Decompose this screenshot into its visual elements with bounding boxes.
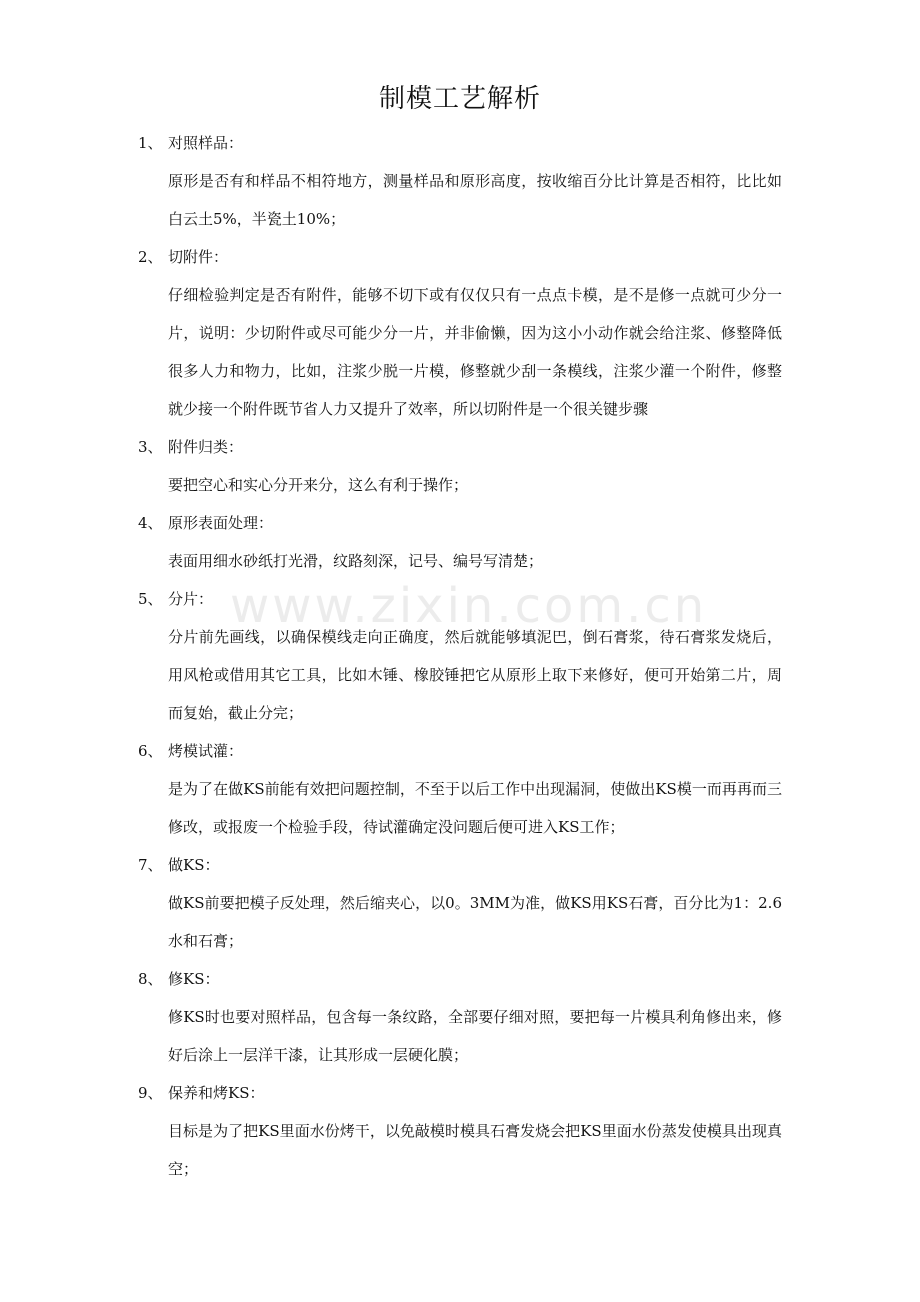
- section-4: [138, 504, 788, 580]
- section-heading: [138, 580, 788, 618]
- section-number: 9、: [138, 1084, 163, 1102]
- section-7: [138, 846, 788, 960]
- section-3: [138, 428, 788, 504]
- section-heading: [138, 428, 788, 466]
- section-1: [138, 124, 788, 238]
- section-6: [138, 732, 788, 846]
- section-2: [138, 238, 788, 428]
- section-number: 5、: [138, 590, 163, 608]
- section-paragraph: 是为了在做KS前能有效把问题控制，不至于以后工作中出现漏洞，使做出KS模一而再再而三修改，或报废一个检验手段，待试灌确定没问题后便可进入KS工作；: [168, 780, 782, 836]
- section-heading-text: 修KS：: [168, 970, 220, 988]
- section-heading: [138, 960, 788, 998]
- section-heading: [138, 732, 788, 770]
- section-paragraph: 原形是否有和样品不相符地方，测量样品和原形高度，按收缩百分比计算是否相符，比比如白云土5%，半瓷土10%；: [168, 172, 782, 228]
- section-number: 8、: [138, 970, 163, 988]
- section-heading: [138, 504, 788, 542]
- section-8: [138, 960, 788, 1074]
- section-heading-text: 对照样品：: [168, 134, 244, 152]
- section-heading-text: 烤模试灌：: [168, 742, 244, 760]
- section-heading-text: 原形表面处理：: [168, 514, 274, 532]
- document-title: 制模工艺解析: [378, 84, 541, 114]
- section-heading-text: 做KS：: [168, 856, 220, 874]
- section-heading: [138, 846, 788, 884]
- section-number: 7、: [138, 856, 163, 874]
- section-heading: [138, 124, 788, 162]
- section-heading: [138, 1074, 788, 1112]
- section-paragraph: 仔细检验判定是否有附件，能够不切下或有仅仅只有一点点卡模，是不是修一点就可少分一片，说明：少切附件或尽可能少分一片，并非偷懒，因为这小小动作就会给注浆、修整降低很多人力和物力，比如，注浆少脱一片模，修整就少刮一条模线，注浆少灌一个附件，修整就少接一个附件既节省人力又提升了效率，所以切附件是一个很关键步骤: [168, 286, 782, 418]
- section-number: 4、: [138, 514, 163, 532]
- section-9: [138, 1074, 788, 1188]
- section-number: 2、: [138, 248, 163, 266]
- section-heading: [138, 238, 788, 276]
- document-body: [138, 124, 788, 1188]
- section-paragraph: 做KS前要把模子反处理，然后缩夹心，以0。3MM为准，做KS用KS石膏，百分比为1：2.6水和石膏；: [168, 894, 782, 950]
- section-number: 6、: [138, 742, 163, 760]
- section-number: 3、: [138, 438, 163, 456]
- watermark: www.zixin.com.cn: [230, 578, 708, 634]
- section-heading-text: 附件归类：: [168, 438, 244, 456]
- section-paragraph: 表面用细水砂纸打光滑，纹路刻深，记号、编号写清楚；: [168, 552, 544, 570]
- section-paragraph: 要把空心和实心分开来分，这么有利于操作；: [168, 476, 469, 494]
- section-paragraph: 修KS时也要对照样品，包含每一条纹路，全部要仔细对照，要把每一片模具利角修出来，修好后涂上一层洋干漆，让其形成一层硬化膜；: [168, 1008, 782, 1064]
- section-paragraph: 分片前先画线，以确保模线走向正确度，然后就能够填泥巴，倒石膏浆，待石膏浆发烧后，用风枪或借用其它工具，比如木锤、橡胶锤把它从原形上取下来修好，便可开始第二片，周而复始，截止分完；: [168, 628, 782, 722]
- section-heading-text: 切附件：: [168, 248, 229, 266]
- section-number: 1、: [138, 134, 163, 152]
- section-5: [138, 580, 788, 732]
- section-heading-text: 分片：: [168, 590, 214, 608]
- section-heading-text: 保养和烤KS：: [168, 1084, 265, 1102]
- section-paragraph: 目标是为了把KS里面水份烤干，以免敲模时模具石膏发烧会把KS里面水份蒸发使模具出现真空；: [168, 1122, 782, 1178]
